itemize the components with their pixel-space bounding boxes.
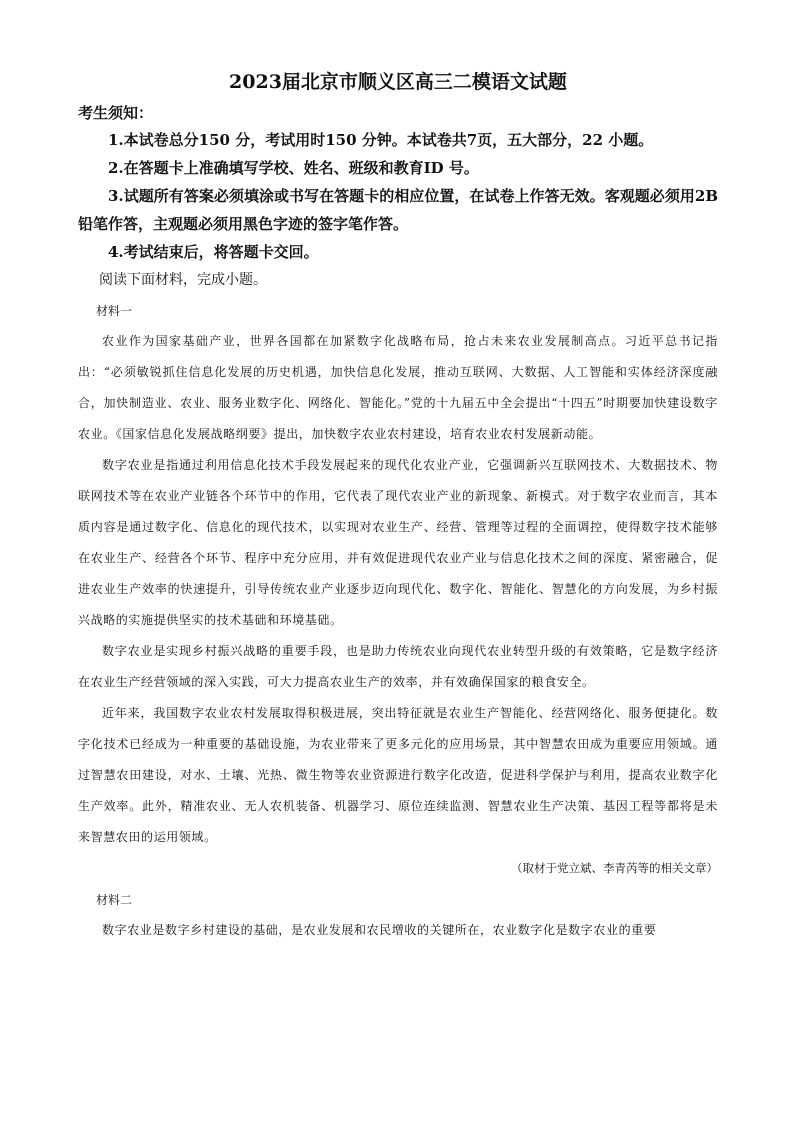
material-paragraph: 农业作为国家基础产业，世界各国都在加紧数字化战略布局，抢占未来农业发展制高点。习近平总书记指出：“必须敏锐抓住信息化发展的历史机遇，加快信息化发展，推动互联网、大数据、人工智能和实体经济深度融合，加快制造业、农业、服务业数字化、网络化、智能化。”党的十九届五中全会提出“十四五”时期要加快建设数字农业。《国家信息化发展战略纲要》提出，加快数字农业农村建设，培育农业农村发展新动能。 xyxy=(78,334,718,441)
notice-item: 4.考试结束后，将答题卡交回。 xyxy=(108,243,319,261)
material-heading: 材料一 xyxy=(96,304,133,318)
material-one xyxy=(78,296,718,883)
material-paragraph: 数字农业是指通过利用信息化技术手段发展起来的现代化农业产业，它强调新兴互联网技术、大数据技术、物联网技术等在农业产业链各个环节中的作用，它代表了现代农业产业的新现象、新模式。对于数字农业而言，其本质内容是通过数字化、信息化的现代技术，以实现对农业生产、经营、管理等过程的全面调控，使得数字技术能够在农业生产、经营各个环节、程序中充分应用，并有效促进现代农业产业与信息化技术之间的深度、紧密融合，促进农业生产效率的快速提升，引导传统农业产业逐步迈向现代化、数字化、智能化、智慧化的方向发展，为乡村振兴战略的实施提供坚实的技术基础和环境基础。 xyxy=(78,458,718,627)
material-paragraph: 数字农业是实现乡村振兴战略的重要手段，也是助力传统农业向现代农业转型升级的有效策略，它是数字经济在农业生产经营领域的深入实践，可大力提高农业生产的效率，并有效确保国家的粮食安全。 xyxy=(78,644,718,689)
exam-notice xyxy=(78,100,718,266)
material-paragraph: 数字农业是数字乡村建设的基础，是农业发展和农民增收的关键所在，农业数字化是数字农业的重要 xyxy=(102,923,657,937)
material-paragraph: 近年来，我国数字农业农村发展取得积极进展，突出特征就是农业生产智能化、经营网络化、服务便捷化。数字化技术已经成为一种重要的基础设施，为农业带来了更多元化的应用场景，其中智慧农田成为重要应用领域。通过智慧农田建设，对水、土壤、光热、微生物等农业资源进行数字化改造，促进科学保护与利用，提高农业数字化生产效率。此外，精准农业、无人农机装备、机器学习、原位连续监测、智慧农业生产决策、基因工程等都将是未来智慧农田的运用领域。 xyxy=(78,706,718,844)
page-title: 2023届北京市顺义区高三二模语文试题 xyxy=(229,71,567,93)
notice-item: 1.本试卷总分150 分，考试用时150 分钟。本试卷共7页，五大部分，22 小题。 xyxy=(108,131,654,149)
material-source: （取材于党立斌、李青芮等的相关文章） xyxy=(511,861,718,875)
notice-item: 2.在答题卡上准确填写学校、姓名、班级和教育ID 号。 xyxy=(108,159,479,177)
reading-instruction: 阅读下面材料，完成小题。 xyxy=(99,272,267,288)
material-heading: 材料二 xyxy=(96,893,133,907)
notice-item: 3.试题所有答案必须填涂或书写在答题卡的相应位置，在试卷上作答无效。客观题必须用2B铅笔作答，主观题必须用黑色字迹的签字笔作答。 xyxy=(78,187,718,233)
exam-page xyxy=(78,68,718,946)
notice-heading: 考生须知： xyxy=(78,104,154,122)
material-two xyxy=(78,885,718,946)
